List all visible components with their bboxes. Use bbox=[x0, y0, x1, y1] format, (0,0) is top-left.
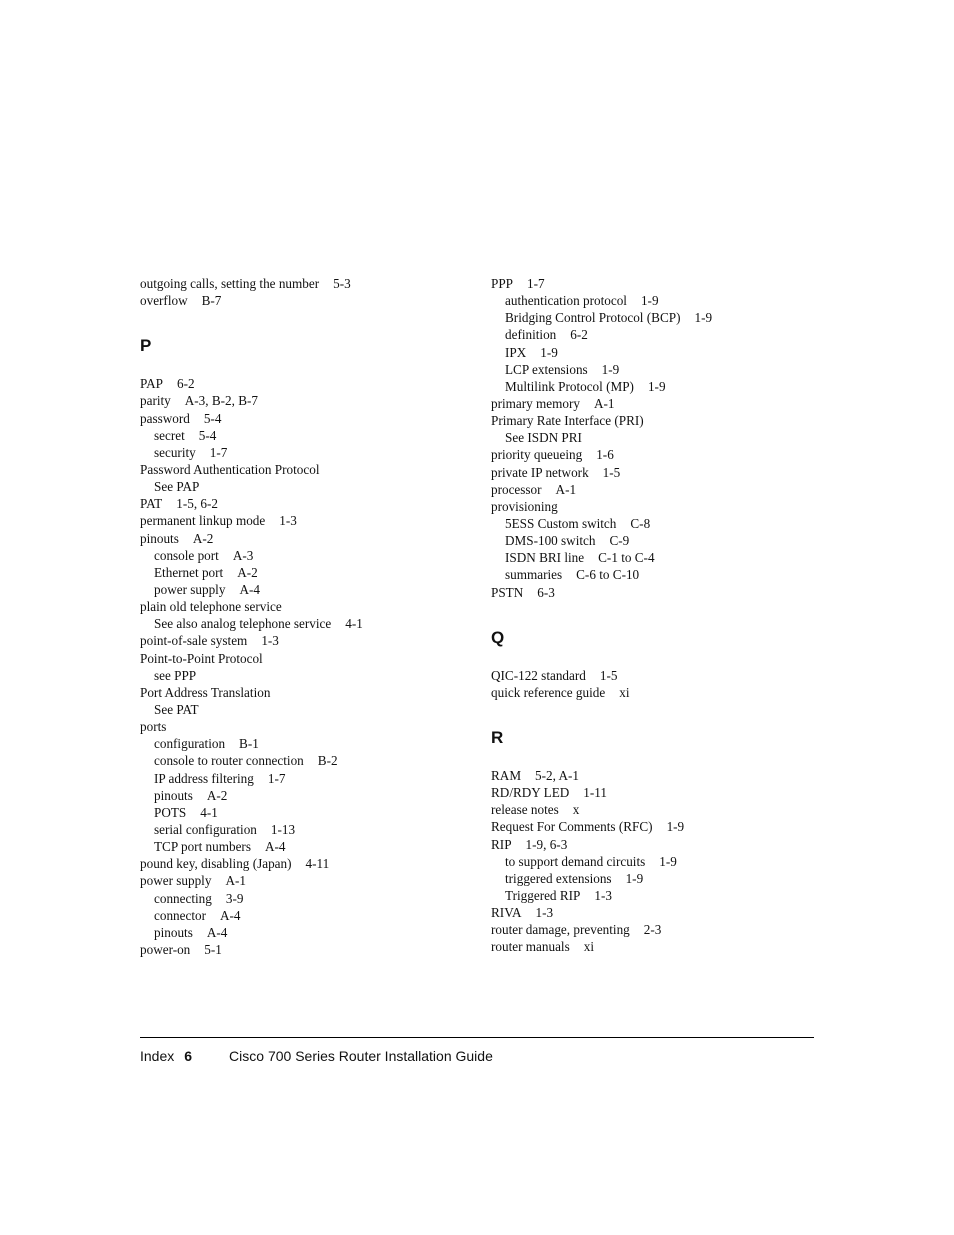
index-entry bbox=[140, 495, 470, 512]
index-entry bbox=[491, 836, 821, 853]
index-term: pinouts bbox=[154, 787, 193, 803]
index-entry bbox=[491, 412, 821, 429]
index-subentry bbox=[140, 821, 470, 838]
index-term: overflow bbox=[140, 293, 188, 309]
section-letter-heading: R bbox=[491, 727, 504, 747]
index-term: console to router connection bbox=[154, 753, 304, 769]
index-term: serial configuration bbox=[154, 821, 257, 837]
index-term: router damage, preventing bbox=[491, 922, 630, 938]
index-term: See PAP bbox=[154, 479, 200, 495]
index-term: Port Address Translation bbox=[140, 684, 271, 700]
index-page-ref: A-3 bbox=[232, 547, 254, 563]
index-term: pinouts bbox=[140, 530, 179, 546]
index-term: PAT bbox=[140, 496, 163, 512]
index-subentry bbox=[491, 515, 821, 532]
index-term: primary memory bbox=[491, 395, 580, 411]
index-term: QIC-122 standard bbox=[491, 667, 586, 683]
index-term: connector bbox=[154, 907, 206, 923]
index-entry bbox=[140, 375, 470, 392]
index-page-ref: A-1 bbox=[225, 873, 246, 889]
index-subentry bbox=[140, 547, 470, 564]
index-column-left bbox=[140, 275, 470, 958]
index-term: Request For Comments (RFC) bbox=[491, 819, 653, 835]
index-subentry bbox=[491, 378, 821, 395]
index-entry bbox=[491, 904, 821, 921]
index-term: security bbox=[154, 444, 196, 460]
index-term: See PAT bbox=[154, 701, 199, 717]
index-page-ref: 4-1 bbox=[345, 616, 363, 632]
index-page-ref: 1-9 bbox=[659, 853, 677, 869]
index-term: RD/RDY LED bbox=[491, 785, 570, 801]
index-page-ref: B-2 bbox=[317, 753, 338, 769]
index-subentry bbox=[491, 549, 821, 566]
index-page-ref: xi bbox=[583, 939, 594, 955]
index-term: console port bbox=[154, 547, 219, 563]
index-entry bbox=[140, 684, 470, 701]
index-term: router manuals bbox=[491, 939, 570, 955]
index-term: Triggered RIP bbox=[505, 887, 581, 903]
index-term: See ISDN PRI bbox=[505, 430, 582, 446]
index-page-ref: 6-2 bbox=[570, 327, 588, 343]
index-page-ref: 1-7 bbox=[267, 770, 286, 786]
index-term: PSTN bbox=[491, 584, 524, 600]
index-subentry bbox=[491, 532, 821, 549]
index-term: private IP network bbox=[491, 464, 589, 480]
index-page-ref: 1-5 bbox=[602, 464, 621, 480]
index-term: IPX bbox=[505, 344, 527, 360]
index-entry bbox=[491, 784, 821, 801]
index-page-ref: 1-9, 6-3 bbox=[525, 836, 568, 852]
index-page-ref: 5-1 bbox=[204, 941, 222, 957]
index-subentry bbox=[491, 887, 821, 904]
index-subentry bbox=[140, 924, 470, 941]
index-entry bbox=[491, 275, 821, 292]
index-page-ref: 1-6 bbox=[596, 447, 614, 463]
index-page-ref: C-8 bbox=[630, 515, 651, 531]
index-entry bbox=[140, 392, 470, 409]
index-subentry bbox=[491, 361, 821, 378]
index-page-ref: B-1 bbox=[239, 736, 259, 752]
index-term: outgoing calls, setting the number bbox=[140, 276, 320, 291]
index-subentry bbox=[140, 804, 470, 821]
index-entry bbox=[491, 481, 821, 498]
index-term: Bridging Control Protocol (BCP) bbox=[505, 310, 681, 326]
index-entry bbox=[140, 855, 470, 872]
index-page-ref: C-9 bbox=[609, 533, 630, 549]
index-term: Ethernet port bbox=[154, 564, 224, 580]
index-term: power-on bbox=[140, 941, 191, 957]
index-subentry bbox=[140, 735, 470, 752]
index-term: RIVA bbox=[491, 905, 522, 921]
index-subentry bbox=[140, 770, 470, 787]
index-term: secret bbox=[154, 427, 185, 443]
index-page-ref: 1-9 bbox=[666, 819, 685, 835]
index-entry bbox=[491, 395, 821, 412]
index-entry bbox=[140, 718, 470, 735]
index-term: Password Authentication Protocol bbox=[140, 461, 320, 477]
index-page-ref: A-4 bbox=[239, 581, 260, 597]
index-subentry bbox=[491, 853, 821, 870]
index-page-ref: A-4 bbox=[220, 907, 241, 923]
index-page-ref: 5-4 bbox=[203, 410, 222, 426]
index-term: permanent linkup mode bbox=[140, 513, 266, 529]
index-term: password bbox=[140, 410, 190, 426]
index-page-ref: 1-7 bbox=[527, 276, 545, 291]
index-page-ref: 1-3 bbox=[279, 513, 297, 529]
index-subentry bbox=[140, 427, 470, 444]
index-entry bbox=[140, 941, 470, 958]
index-page-ref: 4-1 bbox=[200, 804, 218, 820]
page-footer bbox=[140, 1047, 493, 1065]
index-page-ref: 5-4 bbox=[198, 427, 217, 443]
index-page-ref: 1-9 bbox=[540, 344, 558, 360]
index-page-ref: 1-9 bbox=[694, 310, 713, 326]
index-term: provisioning bbox=[491, 498, 558, 514]
index-entry bbox=[140, 461, 470, 478]
index-term: pound key, disabling (Japan) bbox=[140, 856, 292, 872]
index-page-ref: 3-9 bbox=[225, 890, 244, 906]
index-subentry bbox=[140, 787, 470, 804]
index-subentry bbox=[140, 838, 470, 855]
index-page-ref: 1-9 bbox=[640, 293, 659, 309]
index-term: ISDN BRI line bbox=[505, 550, 585, 566]
index-page-ref: C-6 to C-10 bbox=[576, 567, 640, 583]
index-page-ref: A-4 bbox=[206, 924, 228, 940]
index-subentry bbox=[491, 309, 821, 326]
index-subentry bbox=[140, 890, 470, 907]
index-term: connecting bbox=[154, 890, 212, 906]
index-term: pinouts bbox=[154, 924, 193, 940]
index-term: Point-to-Point Protocol bbox=[140, 650, 263, 666]
index-term: IP address filtering bbox=[154, 770, 254, 786]
index-page-ref: A-2 bbox=[237, 564, 258, 580]
index-page-ref: 4-11 bbox=[305, 856, 330, 872]
index-entry bbox=[140, 410, 470, 427]
index-term: ports bbox=[140, 719, 167, 735]
index-page-ref: A-1 bbox=[555, 481, 577, 497]
index-subentry bbox=[140, 752, 470, 769]
index-term: point-of-sale system bbox=[140, 633, 248, 649]
index-term: authentication protocol bbox=[505, 293, 627, 309]
index-entry bbox=[140, 275, 470, 292]
index-entry bbox=[140, 598, 470, 615]
index-term: RAM bbox=[491, 767, 522, 783]
index-subentry bbox=[140, 667, 470, 684]
index-subentry bbox=[491, 429, 821, 446]
index-page-ref: 1-7 bbox=[209, 444, 228, 460]
index-page-ref: 5-2, A-1 bbox=[535, 767, 580, 783]
index-page-ref: 1-13 bbox=[270, 821, 296, 837]
index-page-ref: 6-2 bbox=[176, 376, 195, 392]
index-page-ref: 1-9 bbox=[625, 870, 644, 886]
index-term: Primary Rate Interface (PRI) bbox=[491, 413, 644, 429]
index-subentry bbox=[140, 907, 470, 924]
index-entry bbox=[140, 530, 470, 547]
index-page-ref: x bbox=[572, 802, 580, 818]
index-entry bbox=[140, 632, 470, 649]
index-page-ref: A-3, B-2, B-7 bbox=[184, 393, 259, 409]
index-subentry bbox=[491, 344, 821, 361]
footer-page-number: 6 bbox=[184, 1048, 193, 1064]
index-term: summaries bbox=[505, 567, 563, 583]
index-subentry bbox=[140, 581, 470, 598]
index-term: definition bbox=[505, 327, 557, 343]
index-term: power supply bbox=[154, 581, 226, 597]
index-page-ref: 2-3 bbox=[643, 922, 662, 938]
index-page-ref: 1-11 bbox=[583, 785, 607, 801]
index-page-ref: 1-5, 6-2 bbox=[176, 496, 219, 512]
index-entry bbox=[491, 464, 821, 481]
index-page-ref: 1-3 bbox=[594, 887, 612, 903]
index-term: POTS bbox=[154, 804, 187, 820]
index-entry bbox=[491, 921, 821, 938]
index-term: see PPP bbox=[154, 667, 197, 683]
index-term: TCP port numbers bbox=[154, 839, 251, 855]
section-letter-heading: Q bbox=[491, 627, 505, 647]
index-term: PPP bbox=[491, 276, 514, 291]
index-page-ref: 1-5 bbox=[599, 667, 618, 683]
footer-section-label: Index bbox=[140, 1048, 175, 1064]
index-term: DMS-100 switch bbox=[505, 533, 596, 549]
index-term: to support demand circuits bbox=[505, 853, 646, 869]
index-term: power supply bbox=[140, 873, 212, 889]
index-subentry bbox=[491, 566, 821, 583]
index-term: Multilink Protocol (MP) bbox=[505, 378, 634, 394]
index-entry bbox=[140, 650, 470, 667]
index-term: LCP extensions bbox=[505, 361, 588, 377]
index-subentry bbox=[491, 870, 821, 887]
index-entry bbox=[491, 938, 821, 955]
index-subentry bbox=[140, 564, 470, 581]
footer-rule bbox=[140, 1037, 814, 1038]
index-term: triggered extensions bbox=[505, 870, 612, 886]
index-subentry bbox=[140, 444, 470, 461]
index-term: See also analog telephone service bbox=[154, 616, 332, 632]
index-page-ref: 5-3 bbox=[333, 276, 351, 291]
index-entry bbox=[491, 801, 821, 818]
index-subentry bbox=[491, 326, 821, 343]
index-page-ref: C-1 to C-4 bbox=[598, 550, 655, 566]
index-subentry bbox=[140, 615, 470, 632]
index-page-ref: B-7 bbox=[201, 293, 222, 309]
index-subentry bbox=[491, 292, 821, 309]
index-term: processor bbox=[491, 481, 542, 497]
index-entry bbox=[491, 667, 821, 684]
index-page-ref: 1-9 bbox=[647, 378, 666, 394]
index-term: 5ESS Custom switch bbox=[505, 515, 617, 531]
section-letter-heading: P bbox=[140, 336, 152, 356]
index-entry bbox=[140, 512, 470, 529]
index-page-ref: 1-3 bbox=[535, 905, 554, 921]
index-term: release notes bbox=[491, 802, 559, 818]
index-term: PAP bbox=[140, 376, 163, 392]
index-subentry bbox=[140, 701, 470, 718]
index-term: configuration bbox=[154, 736, 226, 752]
index-entry bbox=[491, 767, 821, 784]
index-entry bbox=[491, 818, 821, 835]
index-page-ref: A-2 bbox=[192, 530, 214, 546]
index-page-ref: A-1 bbox=[594, 395, 615, 411]
index-entry bbox=[140, 292, 470, 309]
index-entry bbox=[491, 446, 821, 463]
index-page-ref: A-4 bbox=[264, 839, 286, 855]
index-term: quick reference guide bbox=[491, 684, 606, 700]
index-term: RIP bbox=[491, 836, 512, 852]
index-page-ref: 1-9 bbox=[601, 361, 620, 377]
index-term: plain old telephone service bbox=[140, 599, 282, 615]
footer-guide-title: Cisco 700 Series Router Installation Guide bbox=[229, 1048, 493, 1064]
index-page-ref: 6-3 bbox=[537, 584, 555, 600]
index-entry bbox=[491, 498, 821, 515]
index-subentry bbox=[140, 478, 470, 495]
index-entry bbox=[491, 584, 821, 601]
index-page-ref: xi bbox=[619, 684, 630, 700]
index-term: priority queueing bbox=[491, 447, 583, 463]
index-term: parity bbox=[140, 393, 171, 409]
index-entry bbox=[491, 684, 821, 701]
index-page-ref: 1-3 bbox=[261, 633, 279, 649]
index-column-right bbox=[491, 275, 821, 956]
index-page-ref: A-2 bbox=[206, 787, 228, 803]
index-entry bbox=[140, 872, 470, 889]
